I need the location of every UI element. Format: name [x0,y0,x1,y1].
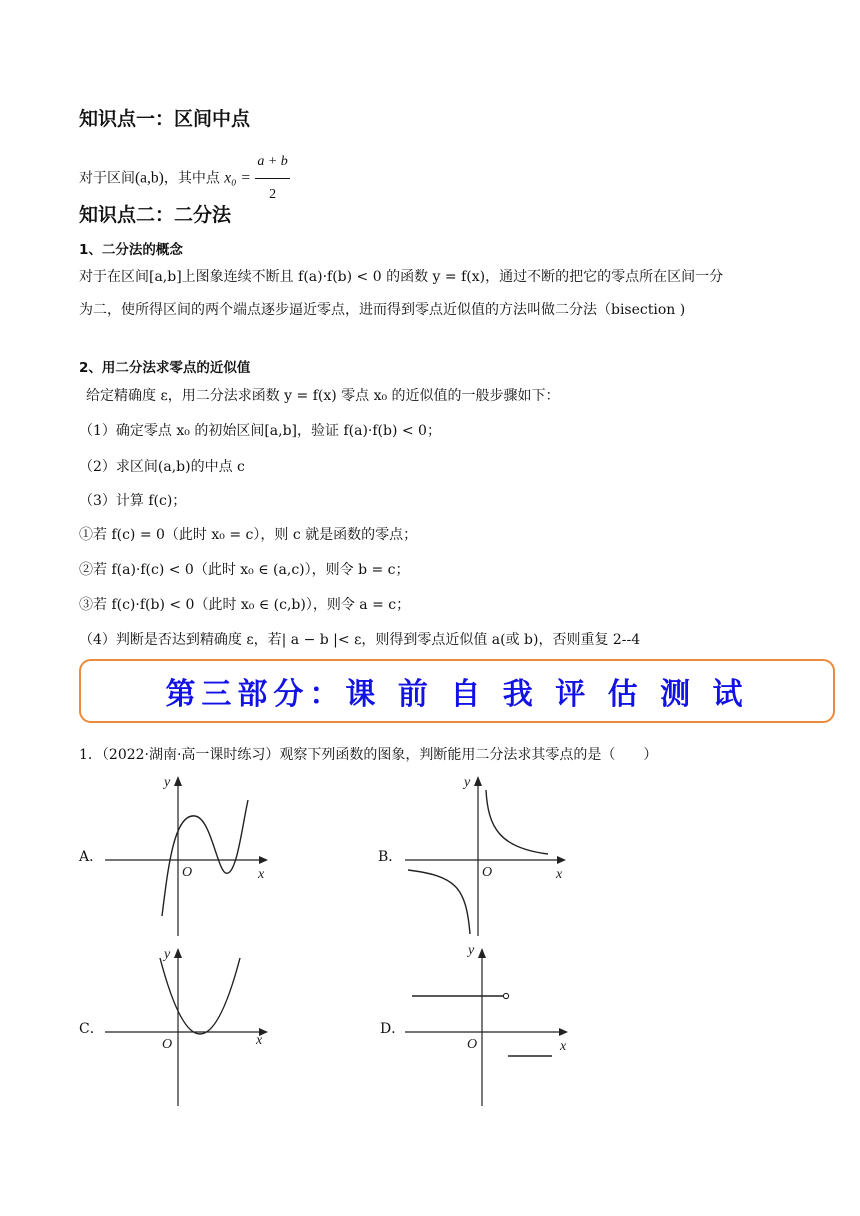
section1-title: 知识点一：区间中点 [79,108,251,130]
curve-c [160,958,240,1034]
option-c-label[interactable]: C． [79,1021,104,1037]
curve-b-left [408,870,470,934]
step-4: （4）判断是否达到精确度 ε，若| a − b |< ε，则得到零点近似值 a(或 b)，否则重复 2--4 [79,632,641,648]
y-axis-arrow-icon [478,948,486,958]
fraction-denominator: 2 [269,187,277,202]
x-axis-arrow-icon [559,1028,568,1036]
midpoint-fraction [255,146,289,211]
midpoint-lhs: x₀ = [224,169,251,187]
step-3: （3）计算 f(c)； [79,493,187,509]
origin-label: O [467,1037,478,1052]
step-1: （1）确定零点 x₀ 的初始区间[a,b]，验证 f(a)·f(b) < 0； [79,423,441,439]
y-label: y [164,947,171,962]
option-b-label[interactable]: B． [378,849,403,865]
origin-label: O [482,865,493,880]
concept-subtitle: 1、二分法的概念 [79,242,183,258]
banner-title: 第三部分：课 前 自 我 评 估 测 试 [165,677,749,712]
open-endpoint [503,993,508,998]
option-a-label[interactable]: A． [79,849,104,865]
x-label: x [556,867,563,882]
x-axis-arrow-icon [557,856,566,864]
step-3-case-3: ③若 f(c)·f(b) < 0（此时 x₀ ∈ (c,b)），则令 a = c； [79,597,411,613]
section2-title: 知识点二：二分法 [79,204,232,226]
steps-intro: 给定精确度 ε，用二分法求函数 y = f(x) 零点 x₀ 的近似值的一般步骤如下： [86,388,560,404]
origin-label: O [162,1037,173,1052]
midpoint-text-prefix: 对于区间 [79,170,135,187]
question-1-text: 1．（2022·湖南·高一课时练习）观察下列函数的图象，判断能用二分法求其零点的是（ ） [79,747,658,763]
option-d-label[interactable]: D． [380,1021,406,1037]
y-label: y [164,775,171,790]
step-3-case-2: ②若 f(a)·f(c) < 0（此时 x₀ ∈ (a,c)），则令 b = c； [79,562,410,578]
curve-a [162,800,248,916]
interval-symbol: (a,b) [135,169,164,187]
concept-line-1: 对于在区间[a,b]上图象连续不断且 f(a)·f(b) < 0 的函数 y = f(x)，通过不断的把它的零点所在区间一分 [79,269,724,285]
concept-line-2: 为二，使所得区间的两个端点逐步逼近零点，进而得到零点近似值的方法叫做二分法（bisection ) [79,302,686,318]
origin-label: O [182,865,193,880]
section3-banner [79,659,835,723]
y-axis-arrow-icon [174,948,182,958]
fraction-numerator: a + b [255,146,289,179]
x-label: x [560,1039,567,1054]
x-axis-arrow-icon [259,856,268,864]
y-label: y [464,775,471,790]
steps-subtitle: 2、用二分法求零点的近似值 [79,360,251,376]
x-label: x [258,867,265,882]
y-axis-arrow-icon [474,776,482,786]
x-label: x [256,1033,263,1048]
option-a-graph[interactable] [100,768,275,940]
step-3-case-1: ①若 f(c) = 0（此时 x₀ = c），则 c 就是函数的零点； [79,527,418,543]
option-b-graph[interactable] [400,768,575,940]
midpoint-text-mid: ，其中点 [163,170,220,187]
y-label: y [468,943,475,958]
curve-b-right [486,790,548,854]
option-c-graph[interactable] [100,940,275,1112]
option-d-graph[interactable] [400,940,575,1112]
step-2: （2）求区间(a,b)的中点 c [79,459,245,475]
y-axis-arrow-icon [174,776,182,786]
